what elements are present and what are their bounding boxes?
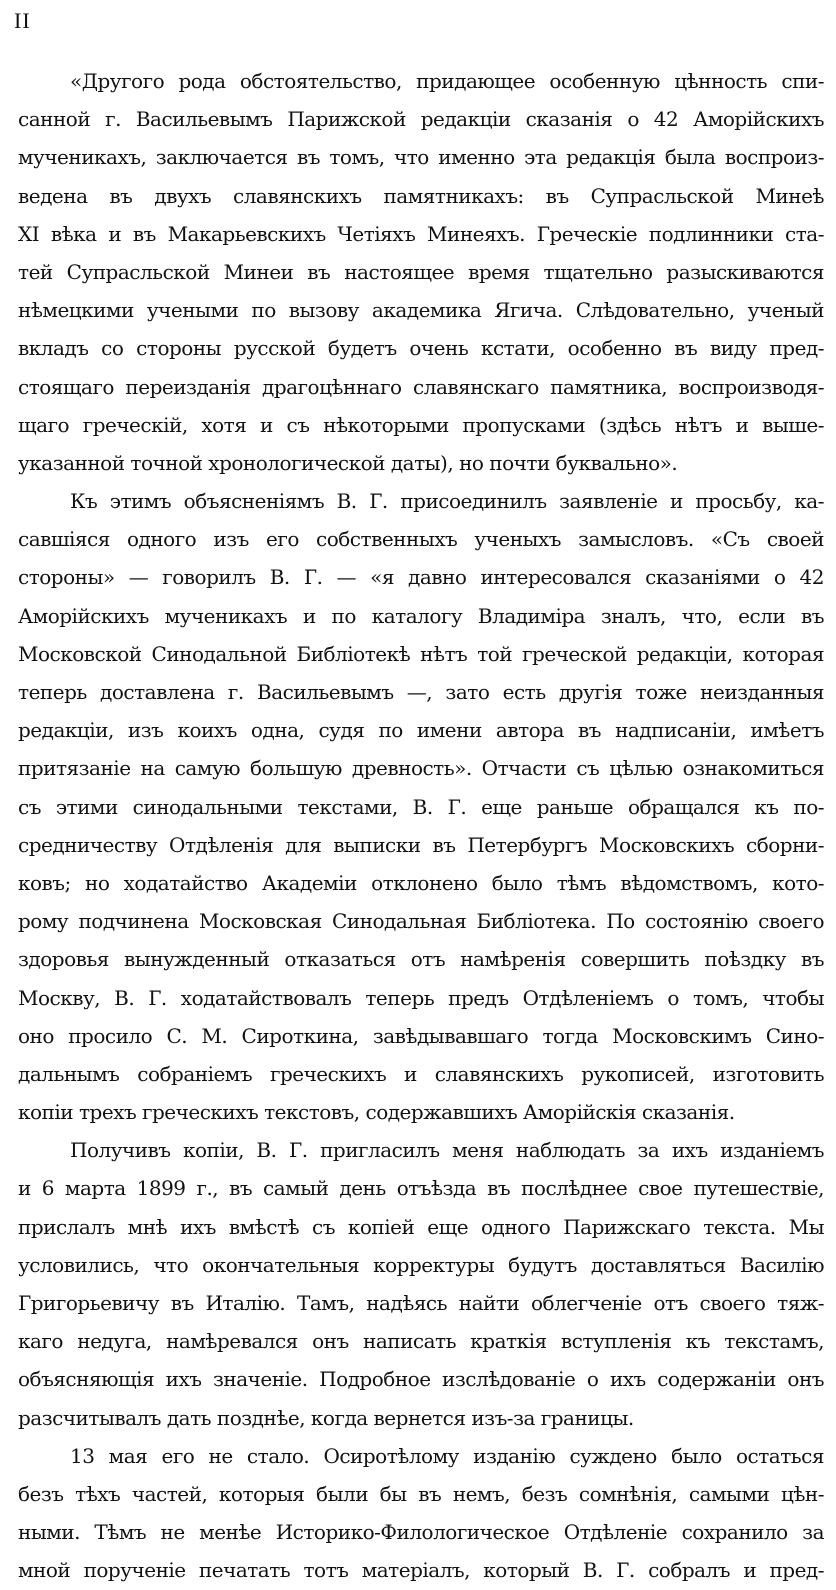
text-line: XI вѣка и въ Макарьевскихъ Четіяхъ Минеяхъ. Греческіе подлинники ста- bbox=[18, 221, 824, 246]
text-line: объясняющія ихъ значеніе. Подробное изслѣдованіе о ихъ содержаніи онъ bbox=[18, 1367, 824, 1392]
text-line: савшіяся одного изъ его собственныхъ ученыхъ замысловъ. «Съ своей bbox=[18, 527, 824, 552]
text-line: безъ тѣхъ частей, которыя были бы въ немъ, безъ сомнѣнія, самыми цѣн- bbox=[18, 1481, 824, 1506]
text-line: мученикахъ, заключается въ томъ, что именно эта редакція была воспроиз- bbox=[18, 145, 824, 170]
text-line: Получивъ копіи, В. Г. пригласилъ меня наблюдать за ихъ изданіемъ bbox=[70, 1138, 824, 1163]
text-line: щаго греческій, хотя и съ нѣкоторыми пропусками (здѣсь нѣтъ и выше- bbox=[18, 412, 824, 437]
text-line: Москву, В. Г. ходатайствовалъ теперь предъ Отдѣленіемъ о томъ, чтобы bbox=[18, 985, 824, 1010]
page-number: II bbox=[14, 8, 31, 33]
text-line: мной порученіе печатать тотъ матеріалъ, который В. Г. собралъ и пред- bbox=[18, 1558, 824, 1583]
text-line: Московской Синодальной Библіотекѣ нѣтъ той греческой редакціи, которая bbox=[18, 641, 824, 666]
text-line: санной г. Васильевымъ Парижской редакціи сказанія о 42 Аморійскихъ bbox=[18, 107, 824, 132]
text-line: каго недуга, намѣревался онъ написать краткія вступленія къ текстамъ, bbox=[18, 1329, 824, 1354]
text-line: притязаніе на самую большую древность». Отчасти съ цѣлью ознакомиться bbox=[18, 756, 824, 781]
text-line: тей Супрасльской Минеи въ настоящее время тщательно разыскиваются bbox=[18, 259, 824, 284]
text-line: средничеству Отдѣленія для выписки въ Петербургъ Московскихъ сборни- bbox=[18, 832, 824, 857]
text-line: 13 мая его не стало. Осиротѣлому изданію суждено было остаться bbox=[70, 1443, 824, 1468]
text-line: ными. Тѣмъ не менѣе Историко-Филологическое Отдѣленіе сохранило за bbox=[18, 1520, 824, 1545]
text-line: вкладъ со стороны русской будетъ очень кстати, особенно въ виду пред- bbox=[18, 336, 824, 361]
text-line: и 6 марта 1899 г., въ самый день отъѣзда въ послѣднее свое путешествіе, bbox=[18, 1176, 824, 1201]
text-line: «Другого рода обстоятельство, придающее особенную цѣнность спи- bbox=[70, 69, 824, 93]
text-line: теперь доставлена г. Васильевымъ —, зато есть другія тоже неизданныя bbox=[18, 680, 824, 704]
text-line: здоровья вынужденный отказаться отъ намѣренія совершить поѣздку въ bbox=[18, 947, 824, 972]
text-line: условились, что окончательныя корректуры будутъ доставляться Василію bbox=[18, 1252, 824, 1277]
text-line: Къ этимъ объясненіямъ В. Г. присоединилъ заявленіе и просьбу, ка- bbox=[70, 489, 824, 514]
text-line: копіи трехъ греческихъ текстовъ, содержавшихъ Аморійскія сказанія. bbox=[18, 1100, 735, 1125]
text-line: ковъ; но ходатайство Академіи отклонено было тѣмъ вѣдомствомъ, кото- bbox=[18, 870, 824, 895]
text-line: рому подчинена Московская Синодальная Библіотека. По состоянію своего bbox=[18, 909, 824, 934]
text-line: стороны» — говорилъ В. Г. — «я давно интересовался сказаніями о 42 bbox=[18, 565, 824, 590]
text-line: редакціи, изъ коихъ одна, судя по имени автора въ надписаніи, имѣетъ bbox=[18, 718, 824, 743]
text-line: съ этими синодальными текстами, В. Г. еще раньше обращался къ по- bbox=[18, 794, 824, 819]
text-line: Аморійскихъ мученикахъ и по каталогу Владиміра зналъ, что, если въ bbox=[18, 603, 824, 628]
text-line: указанной точной хронологической даты), но почти буквально». bbox=[18, 450, 678, 475]
text-line: прислалъ мнѣ ихъ вмѣстѣ съ копіей еще одного Парижскаго текста. Мы bbox=[18, 1214, 824, 1239]
text-line: оно просило С. М. Сироткина, завѣдывавшаго тогда Московскимъ Сино- bbox=[18, 1023, 824, 1048]
body-text bbox=[18, 62, 824, 1590]
text-line: стоящаго переизданія драгоцѣннаго славянскаго памятника, воспроизводя- bbox=[18, 374, 824, 399]
text-line: дальнымъ собраніемъ греческихъ и славянскихъ рукописей, изготовить bbox=[18, 1061, 824, 1086]
text-line: ведена въ двухъ славянскихъ памятникахъ: въ Супрасльской Минеѣ bbox=[18, 183, 824, 208]
text-line: Григорьевичу въ Италію. Тамъ, надѣясь найти облегченіе отъ своего тяж- bbox=[18, 1291, 824, 1315]
text-line: разсчитывалъ дать позднѣе, когда вернется изъ-за границы. bbox=[18, 1405, 634, 1430]
text-line: нѣмецкими учеными по вызову академика Ягича. Слѣдовательно, ученый bbox=[18, 298, 824, 323]
